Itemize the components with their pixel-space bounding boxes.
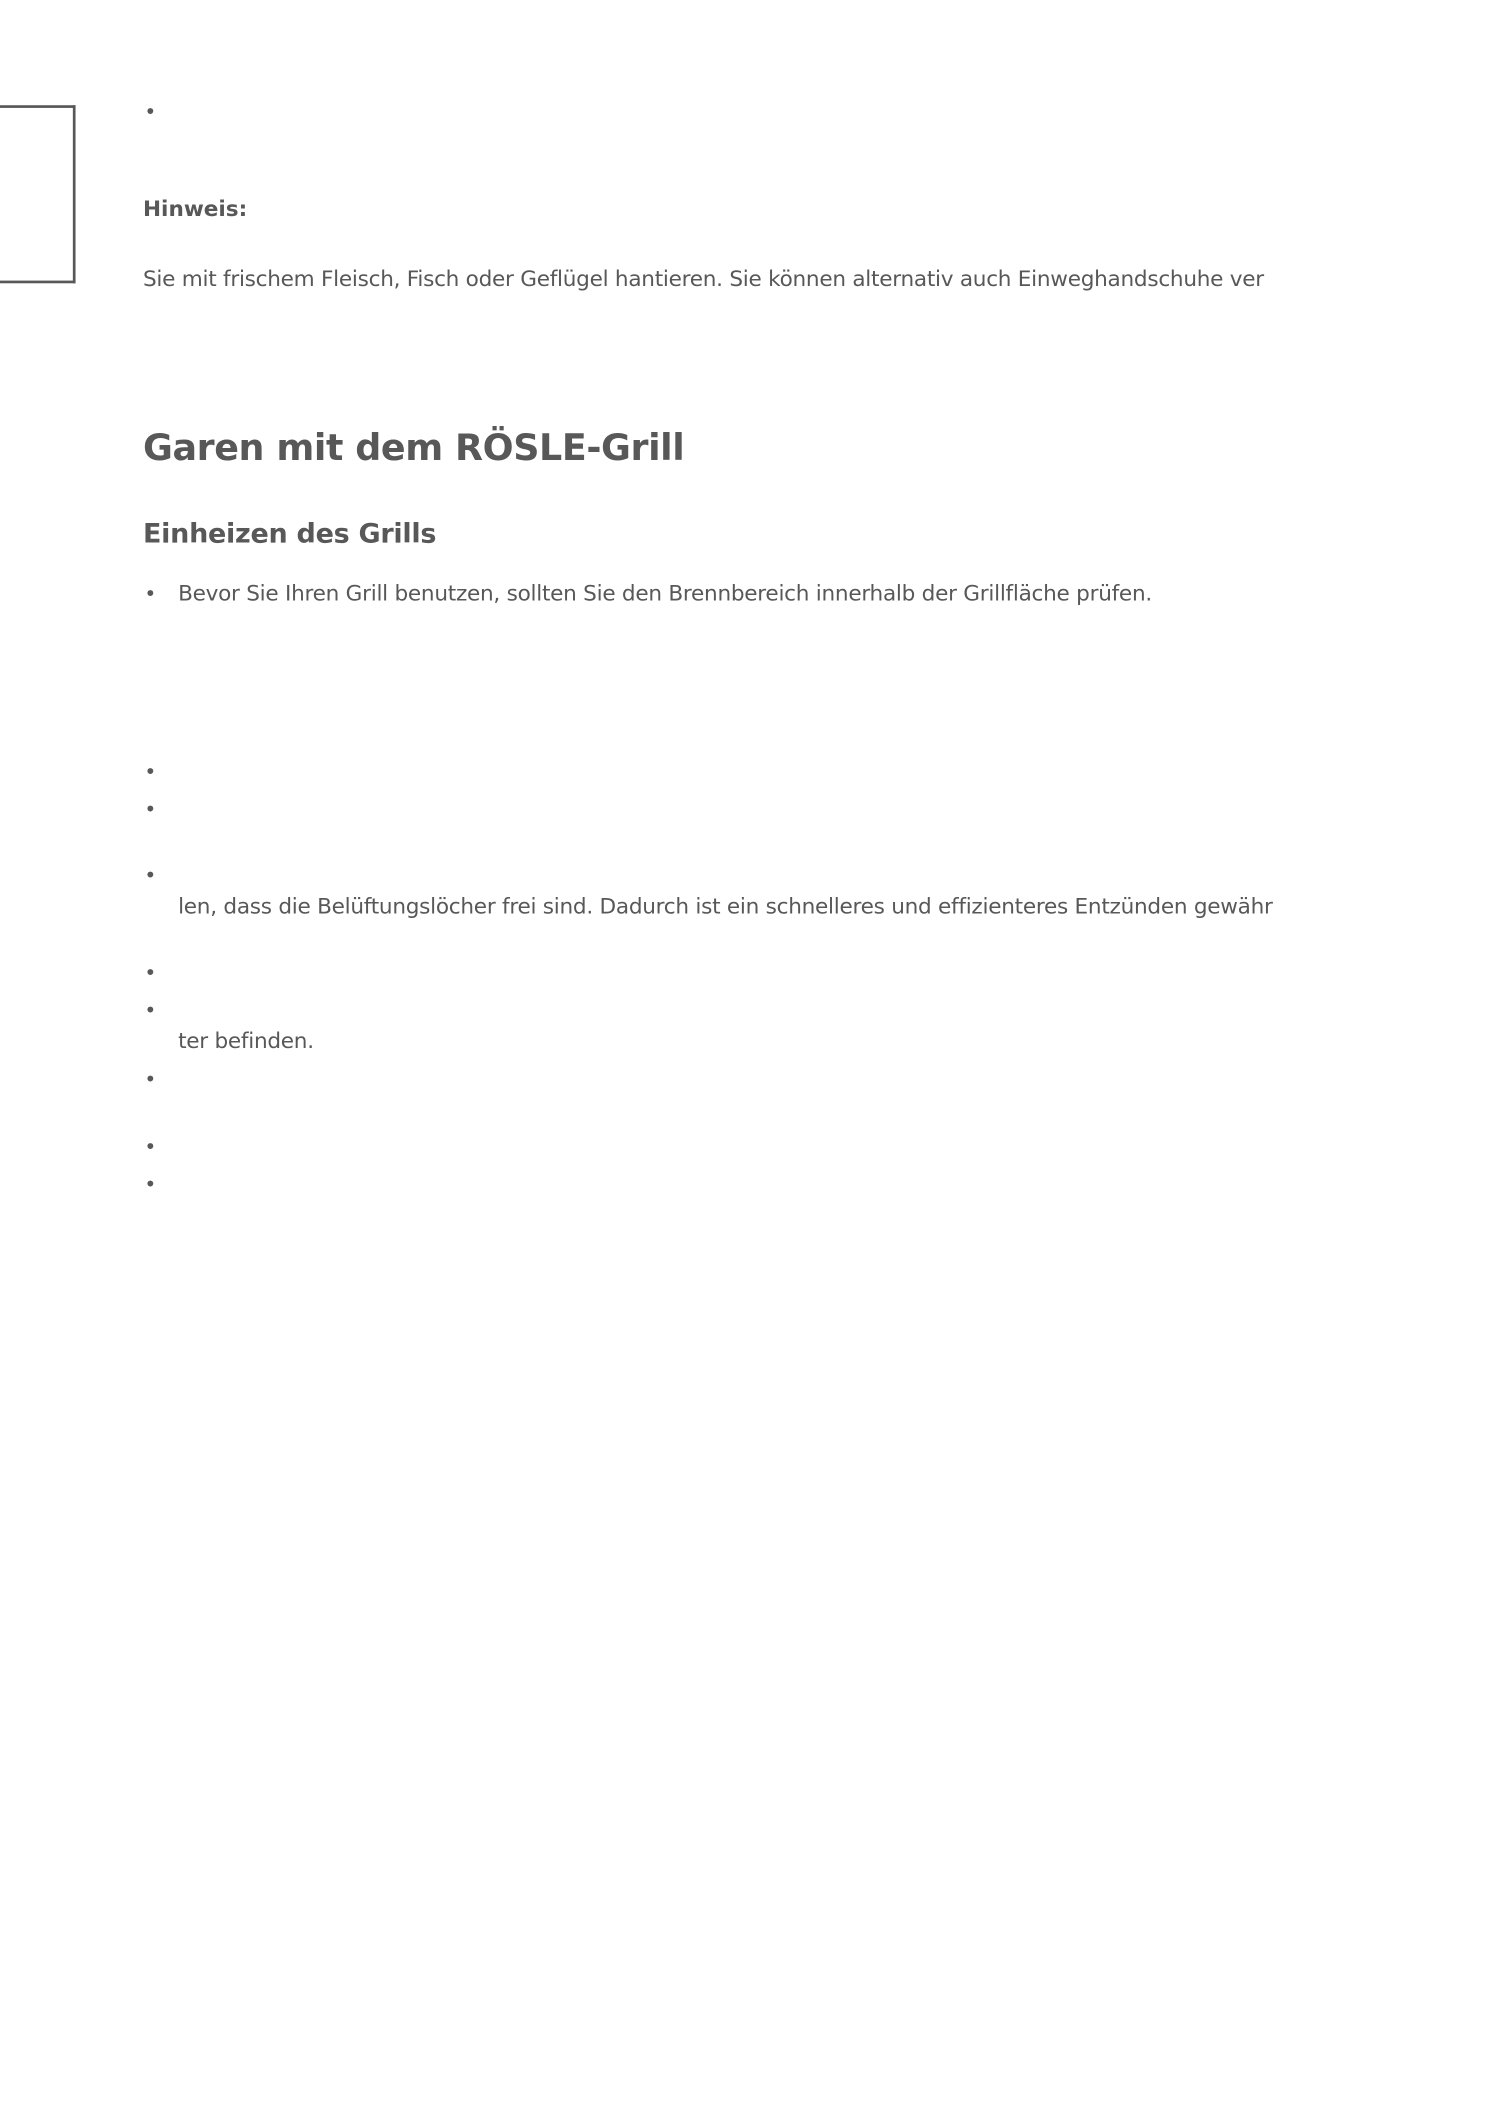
bullet-marker: • [144, 99, 157, 125]
bullet-marker: • [144, 998, 157, 1023]
section-title: Garen mit dem RÖSLE-Grill [142, 427, 685, 470]
bullet-marker: • [144, 960, 157, 985]
subsection-title: Einheizen des Grills [142, 516, 437, 550]
list-item-text: Bevor Sie Ihren Grill benutzen, sollten Sie den Brennbereich innerhalb der Grillfläche prüfen. [178, 580, 1152, 606]
bullet-marker: • [144, 581, 157, 606]
list-item-continuation: ter befinden. [178, 1027, 314, 1054]
bullet-marker: • [144, 797, 157, 822]
side-tab-marker [0, 105, 76, 283]
bullet-marker: • [144, 1172, 157, 1197]
list-item-continuation: len, dass die Belüftungslöcher frei sind. Dadurch ist ein schnelleres und effizienteres Entzünden gewähr [178, 893, 1273, 919]
bullet-marker: • [144, 759, 157, 784]
bullet-marker: • [144, 863, 157, 888]
notice-label: Hinweis: [142, 195, 248, 222]
notice-text: Sie mit frischem Fleisch, Fisch oder Geflügel hantieren. Sie können alternativ auch Einweghandschuhe ver [142, 265, 1264, 292]
bullet-marker: • [144, 1134, 157, 1159]
bullet-marker: • [144, 1067, 157, 1092]
